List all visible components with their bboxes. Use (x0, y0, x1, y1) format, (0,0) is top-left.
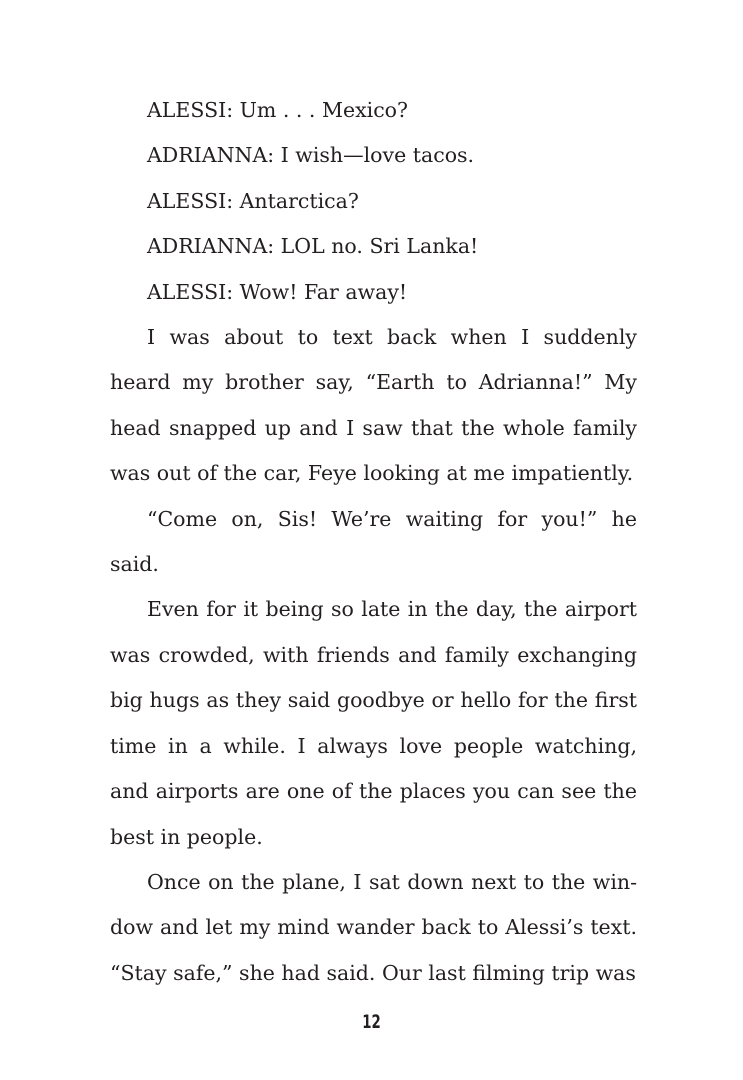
paragraph: Once on the plane, I sat down next to the win-dow and let my mind wander back to Alessi’s text. “Stay safe,” she had said. Our last filming trip was (110, 869, 637, 985)
dialogue-line: ALESSI: Antarctica? (147, 188, 359, 213)
dialogue-line: ADRIANNA: I wish—love tacos. (147, 143, 475, 168)
paragraph: Even for it being so late in the day, the airport was crowded, with friends and family exchanging big hugs as they said goodbye or hello for the first time in a while. I always love people watching, and airports are one of the places you can see the best in people. (110, 597, 637, 849)
dialogue-line: ALESSI: Wow! Far away! (147, 279, 408, 304)
paragraph: “Come on, Sis! We’re waiting for you!” he said. (110, 506, 637, 577)
body-text (110, 88, 637, 996)
page-number: 12 (362, 1011, 381, 1033)
dialogue-line: ADRIANNA: LOL no. Sri Lanka! (147, 234, 479, 259)
paragraph: I was about to text back when I suddenly heard my brother say, “Earth to Adrianna!” My head snapped up and I saw that the whole family was out of the car, Feye looking at me impatiently. (110, 325, 637, 486)
dialogue-line: ALESSI: Um . . . Mexico? (147, 98, 409, 122)
